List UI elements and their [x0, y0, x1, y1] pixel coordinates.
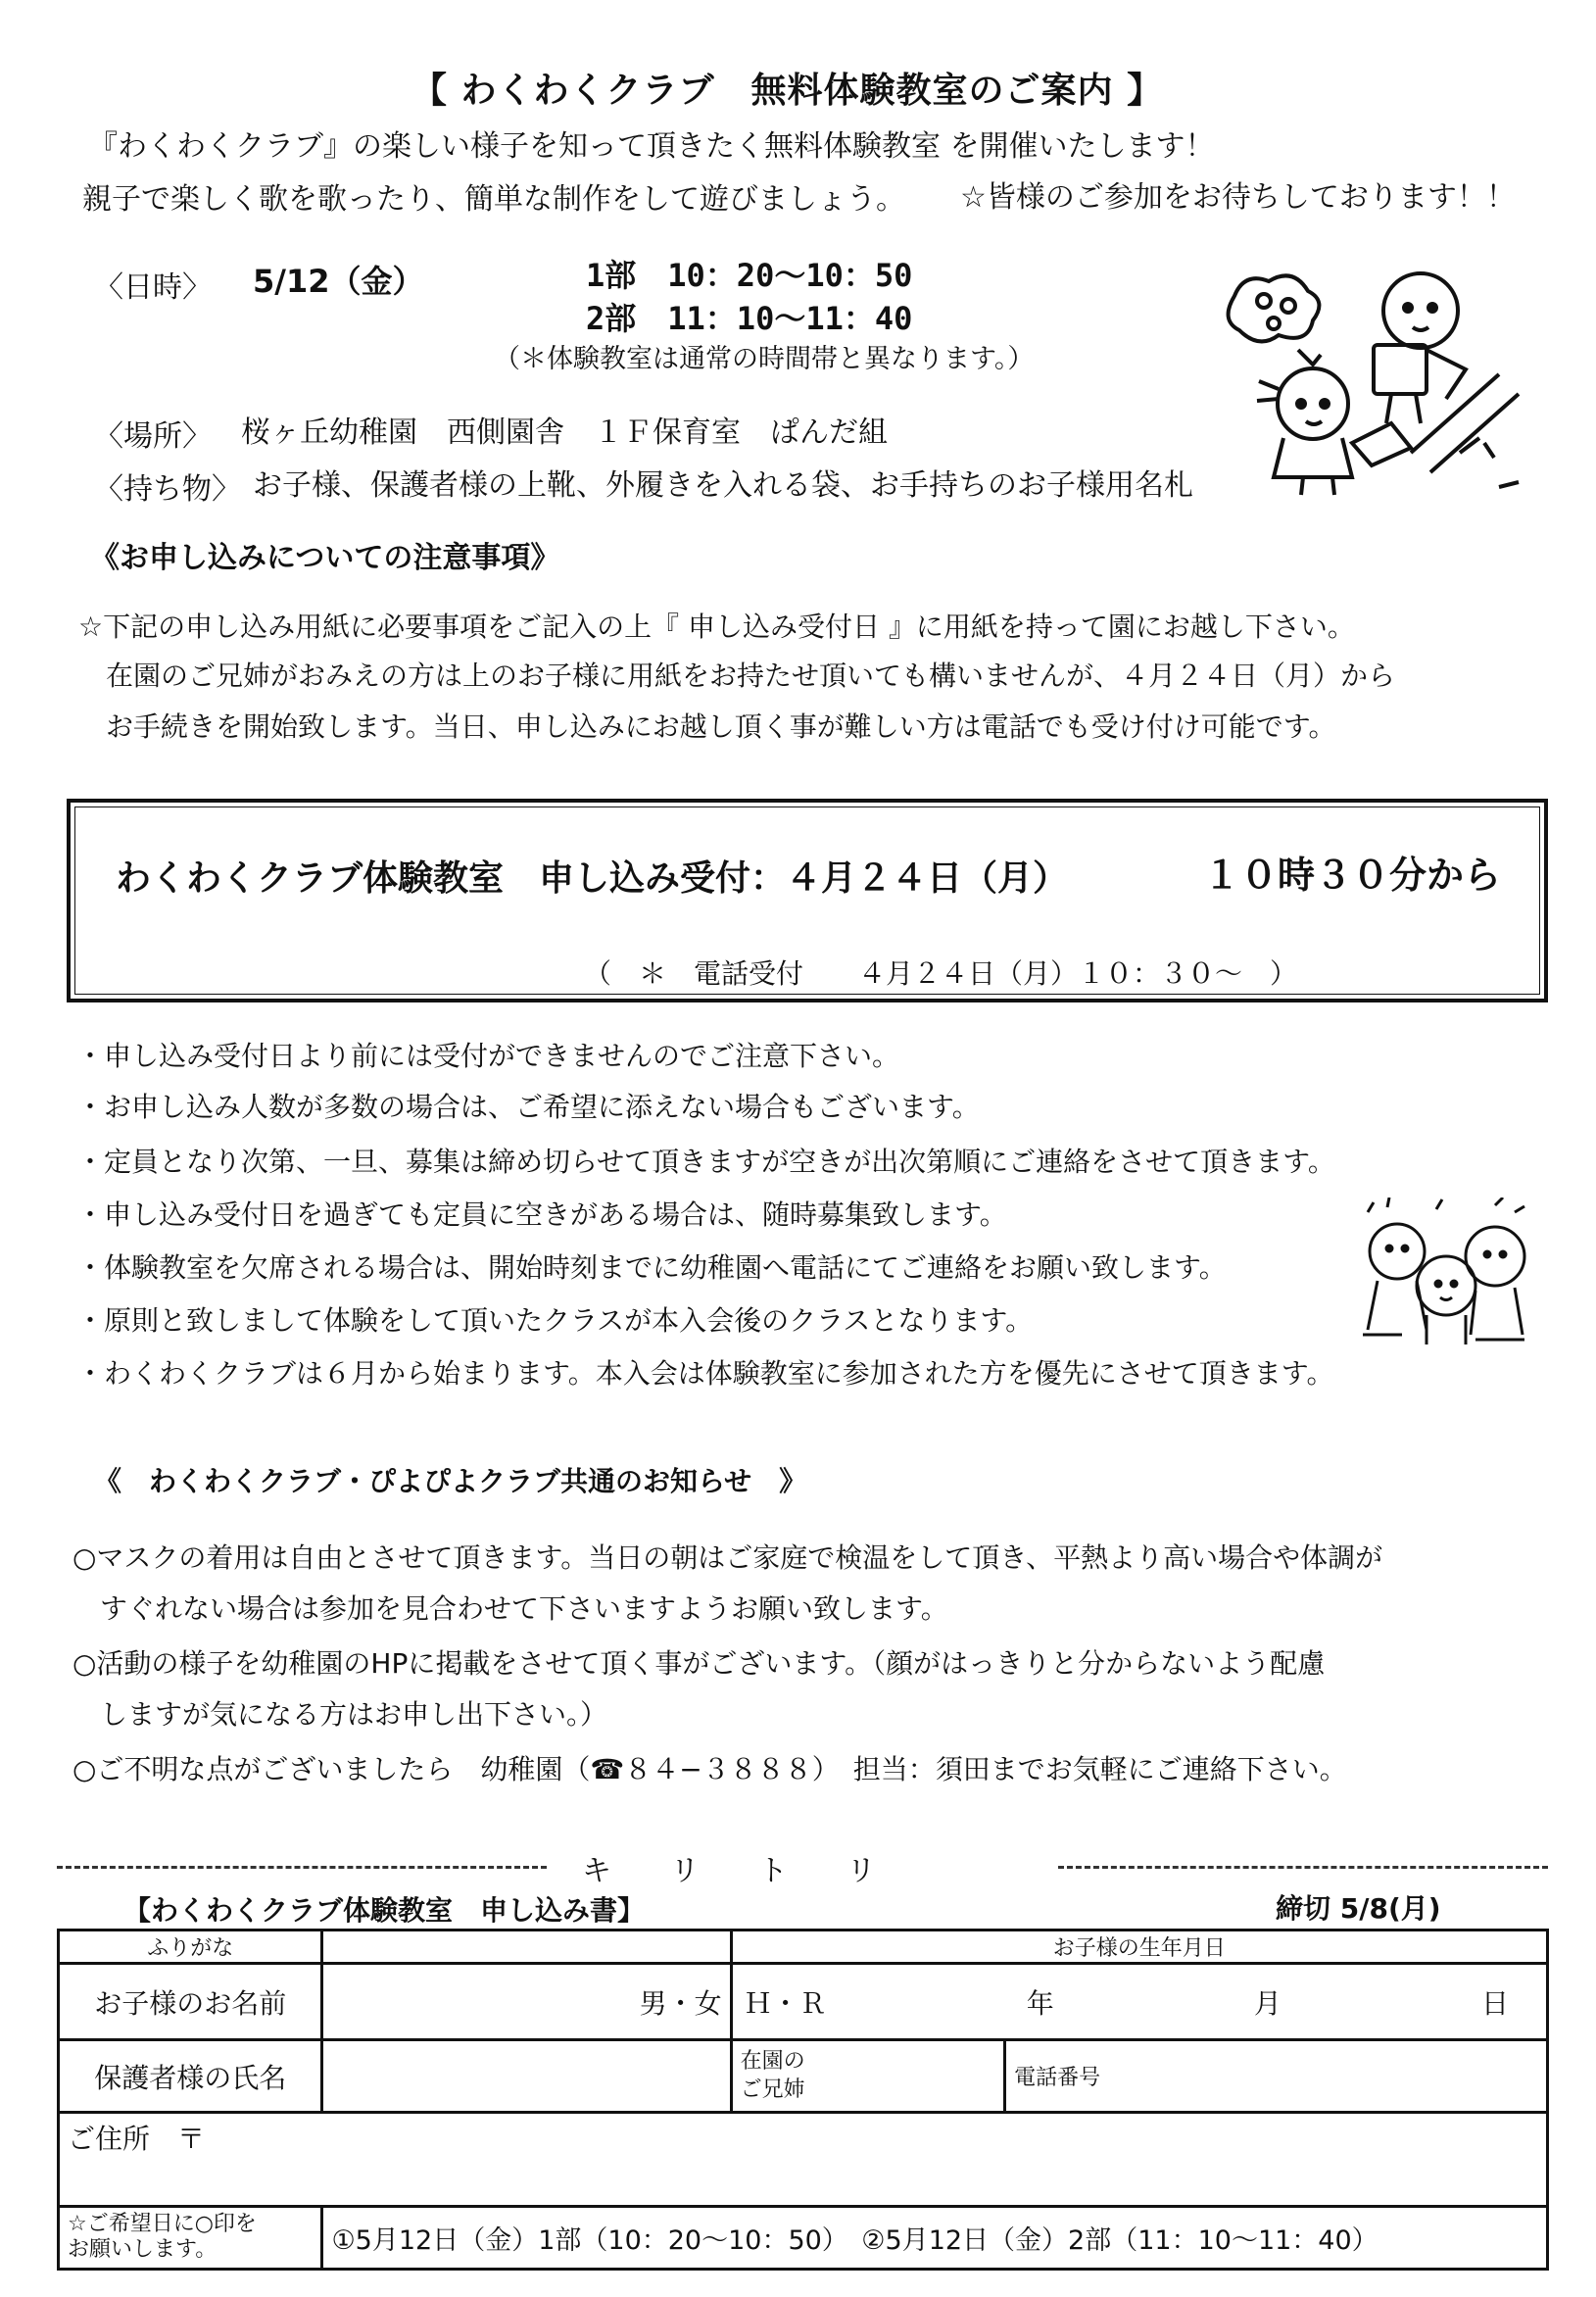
child-name-label: お子様のお名前: [59, 1964, 322, 2040]
reception-main: わくわくクラブ体験教室 申し込み受付：４月２４日（月）: [116, 858, 1069, 899]
bullet-3: ・定員となり次第、一旦、募集は締め切らせて頂きますが空きが出次第順にご連絡をさせて頂きます。: [76, 1146, 1335, 1178]
place-label: 〈場所〉: [94, 419, 212, 454]
month-unit: 月: [1253, 1986, 1282, 2020]
bullet-4: ・申し込み受付日を過ぎても定員に空きがある場合は、随時募集致します。: [76, 1198, 1007, 1231]
apply-notes-heading: 《お申し込みについての注意事項》: [90, 541, 560, 575]
common-p1-b: すぐれない場合は参加を見合わせて下さいますようお願い致します。: [100, 1592, 948, 1625]
year-unit: 年: [1026, 1986, 1054, 2020]
gender-options[interactable]: 男・女: [639, 1986, 722, 2020]
cut-line-label: キ リ ト リ: [582, 1854, 876, 1888]
reception-time: １０時３０分から: [1203, 854, 1502, 897]
address-field[interactable]: [59, 2113, 1548, 2207]
bullet-2: ・お申し込み人数が多数の場合は、ご希望に添えない場合もございます。: [76, 1091, 980, 1123]
intro-line-2: 親子で楽しく歌を歌ったり、簡単な制作をして遊びましょう。: [82, 182, 905, 217]
common-p2-b: しますが気になる方はお申し出下さい。）: [100, 1698, 608, 1731]
bullet-1: ・申し込み受付日より前には受付ができませんのでご注意下さい。: [76, 1040, 900, 1072]
child-name-field[interactable]: [322, 1964, 731, 2040]
common-p3: ○ご不明な点がございましたら 幼稚園（☎８４−３８８８） 担当：須田までお気軽にご連絡下さい。: [73, 1753, 1347, 1785]
bullet-7: ・わくわくクラブは６月から始まります。本入会は体験教室に参加された方を優先にさせて頂きます。: [76, 1357, 1334, 1390]
intro-line-2-right: ☆皆様のご参加をお待ちしております！！: [960, 180, 1516, 215]
common-heading: 《 わくわくクラブ・ぴよぴよクラブ共通のお知らせ 》: [94, 1465, 807, 1497]
intro-line-1: 『わくわくクラブ』の楽しい様子を知って頂きたく無料体験教室 を開催いたします！: [88, 129, 1215, 164]
phone-number-field[interactable]: [1005, 2040, 1548, 2113]
date-label: 〈日時〉: [94, 270, 212, 305]
era-options[interactable]: Ｈ・Ｒ: [744, 1986, 827, 2020]
form-deadline: 締切 5/8(月): [1276, 1892, 1441, 1925]
children-group-illustration: [1348, 1197, 1544, 1354]
sibling-label: 在園の ご兄姉: [731, 2040, 1004, 2113]
birthdate-label: お子様の生年月日: [731, 1930, 1547, 1964]
phone-reception: （ ＊ 電話受付 ４月２４日（月）１０：３０〜 ）: [584, 957, 1298, 990]
place: 桜ヶ丘幼稚園 西側園舎 １Ｆ保育室 ぱんだ組: [241, 415, 888, 450]
children-reading-illustration: [1205, 257, 1528, 502]
apply-notes-line-1: ☆下記の申し込み用紙に必要事項をご記入の上『 申し込み受付日 』に用紙を持って園にお越し下さい。: [78, 611, 1355, 643]
apply-notes-line-3: お手続きを開始致します。当日、申し込みにお越し頂く事が難しい方は電話でも受け付け可能です。: [106, 710, 1336, 743]
common-p1-a: ○マスクの着用は自由とさせて頂きます。当日の朝はご家庭で検温をして頂き、平熱より高い場合や体調が: [73, 1541, 1383, 1574]
cut-line-right: [1058, 1866, 1548, 1869]
phone-number-label: 電話番号: [1014, 2066, 1101, 2090]
event-date: 5/12（金）: [253, 263, 424, 300]
furigana-field[interactable]: [322, 1930, 731, 1964]
items: お子様、保護者様の上靴、外履きを入れる袋、お手持ちのお子様用名札: [253, 468, 1193, 503]
time-note: （＊体験教室は通常の時間帯と異なります。）: [494, 344, 1035, 374]
cut-line-left: [57, 1866, 547, 1869]
guardian-name-field[interactable]: [322, 2040, 731, 2113]
address-label: ご住所 〒: [68, 2123, 206, 2155]
common-p2-a: ○活動の様子を幼稚園のHPに掲載をさせて頂く事がございます。（顔がはっきりと分からないよう配慮: [73, 1647, 1326, 1680]
birthdate-field[interactable]: [731, 1964, 1547, 2040]
part2-time: 2部 11：10〜11：40: [586, 300, 913, 337]
day-unit: 日: [1480, 1986, 1509, 2020]
part1-time: 1部 10：20〜10：50: [586, 257, 913, 294]
application-form: [57, 1929, 1549, 2271]
guardian-name-label: 保護者様の氏名: [59, 2040, 322, 2113]
furigana-label: ふりがな: [59, 1930, 322, 1964]
bullet-6: ・原則と致しまして体験をして頂いたクラスが本入会後のクラスとなります。: [76, 1304, 1034, 1337]
date-choice-label: ☆ご希望日に○印を お願いします。: [59, 2207, 322, 2270]
page-title: 【 わくわくクラブ 無料体験教室のご案内 】: [411, 71, 1164, 111]
date-choice-options[interactable]: ①5月12日（金）1部（10：20〜10：50） ②5月12日（金）2部（11：10〜11：40）: [322, 2207, 1548, 2270]
form-title: 【わくわくクラブ体験教室 申し込み書】: [123, 1894, 646, 1927]
bullet-5: ・体験教室を欠席される場合は、開始時刻までに幼稚園へ電話にてご連絡をお願い致します。: [76, 1251, 1227, 1284]
apply-notes-line-2: 在園のご兄姉がおみえの方は上のお子様に用紙をお持たせ頂いても構いませんが、４月２４日（月）から: [106, 660, 1396, 692]
items-label: 〈持ち物〉: [94, 472, 241, 507]
